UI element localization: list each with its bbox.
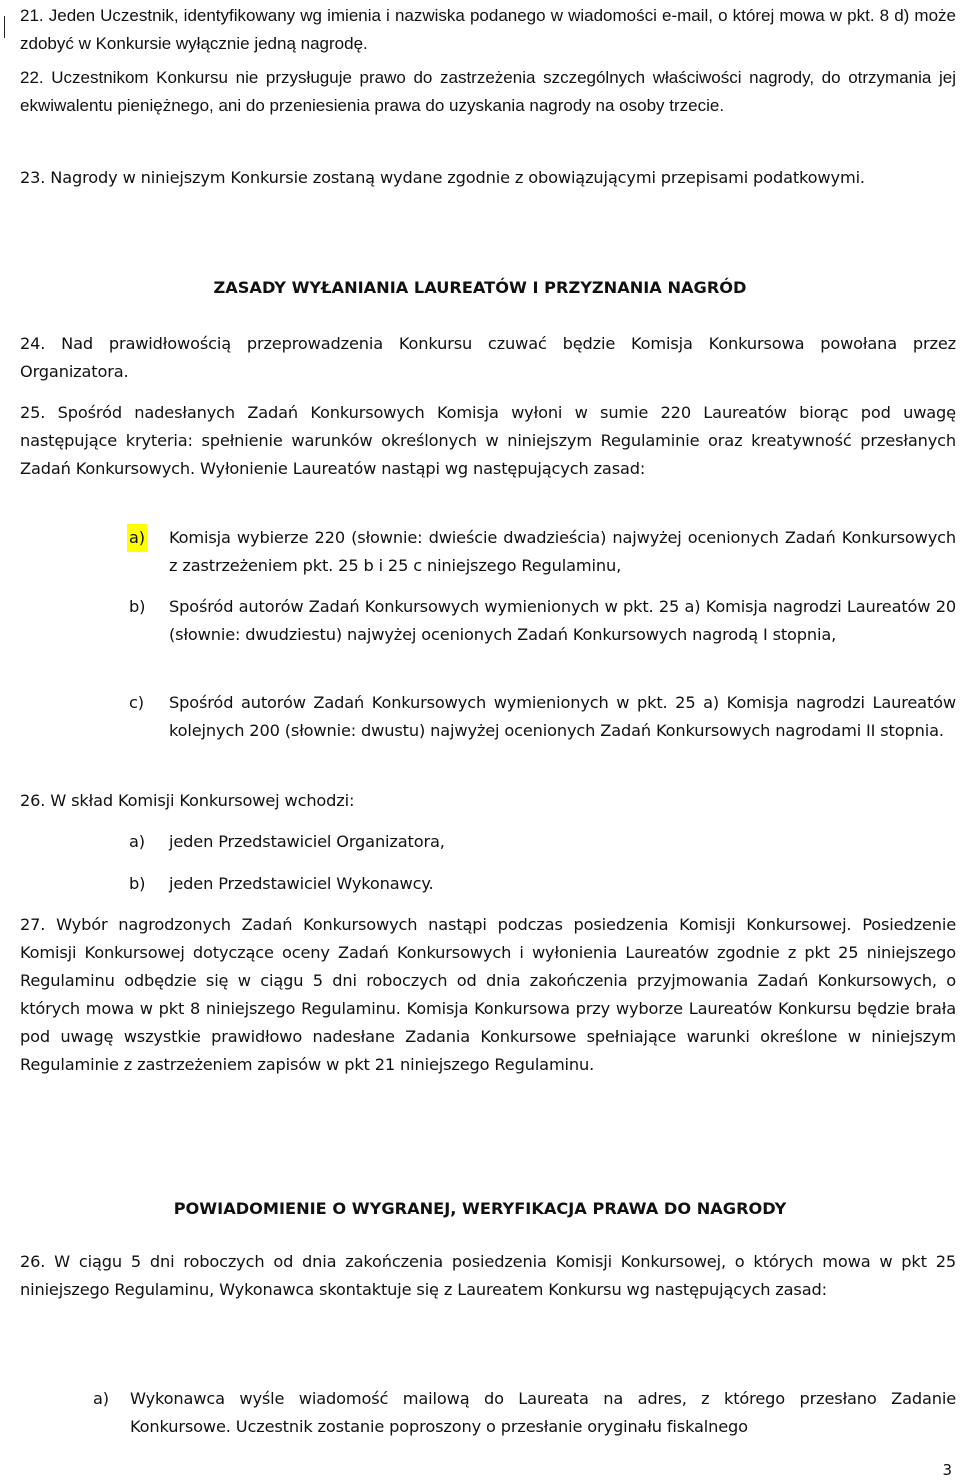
- list-item: [129, 870, 956, 898]
- list-item-text: jeden Przedstawiciel Wykonawcy.: [169, 874, 434, 893]
- paragraph-25: 25. Spośród nadesłanych Zadań Konkursowych Komisja wyłoni w sumie 220 Laureatów biorąc pod uwagę następujące kryteria: spełnienie warunków określonych w niniejszym Regulaminie oraz kreatywność przesłanych Zadań Konkursowych. Wyłonienie Laureatów nastąpi wg następujących zasad:: [20, 403, 956, 478]
- paragraph-24: 24. Nad prawidłowością przeprowadzenia Konkursu czuwać będzie Komisja Konkursowa powołana przez Organizatora.: [20, 334, 956, 381]
- section-heading-notification: POWIADOMIENIE O WYGRANEJ, WERYFIKACJA PRAWA DO NAGRODY: [173, 1199, 787, 1218]
- revision-change-bar: [4, 16, 5, 38]
- paragraph-27: 27. Wybór nagrodzonych Zadań Konkursowych nastąpi podczas posiedzenia Komisji Konkursowej. Posiedzenie Komisji Konkursowej dotyczące oceny Zadań Konkursowych i wyłonienia Laureatów zgodnie z pkt 25 niniejszego Regulaminu odbędzie się w ciągu 5 dni roboczych od dnia zakończenia przyjmowania Zadań Konkursowych, o których mowa w pkt 8 niniejszego Regulaminu. Komisja Konkursowa przy wyborze Laureatów Konkursu będzie brała pod uwagę wszystkie prawidłowo nadesłane Zadania Konkursowe spełniające warunki określone w niniejszym Regulaminie z zastrzeżeniem zapisów w pkt 21 niniejszego Regulaminu.: [20, 915, 956, 1074]
- paragraph-26-committee: 26. W skład Komisji Konkursowej wchodzi:: [20, 791, 355, 810]
- list-item-text: Spośród autorów Zadań Konkursowych wymienionych w pkt. 25 a) Komisja nagrodzi Laureatów 20 (słownie: dwudziestu) najwyżej ocenionych Zadań Konkursowych nagrodą I stopnia,: [169, 597, 956, 644]
- list-item-label: c): [129, 693, 144, 712]
- list-item-label: a): [127, 524, 147, 552]
- paragraph-22: 22. Uczestnikom Konkursu nie przysługuje prawo do zastrzeżenia szczególnych właściwości nagrody, do otrzymania jej ekwiwalentu pieniężnego, ani do przeniesienia prawa do uzyskania nagrody na osoby trzecie.: [20, 68, 956, 115]
- list-item: [129, 524, 956, 580]
- list-item-text: Komisja wybierze 220 (słownie: dwieście dwadzieścia) najwyżej ocenionych Zadań Konkursowych z zastrzeżeniem pkt. 25 b i 25 c niniejszego Regulaminu,: [169, 528, 956, 575]
- list-item-label: a): [93, 1389, 109, 1408]
- list-item: [93, 1385, 956, 1441]
- list-item-text: Wykonawca wyśle wiadomość mailową do Laureata na adres, z którego przesłano Zadanie Konkursowe. Uczestnik zostanie poproszony o przesłanie oryginału fiskalnego: [130, 1389, 956, 1436]
- section-heading-laureates: ZASADY WYŁANIANIA LAUREATÓW I PRZYZNANIA NAGRÓD: [213, 278, 747, 297]
- list-item: [129, 593, 956, 649]
- paragraph-21: 21. Jeden Uczestnik, identyfikowany wg imienia i nazwiska podanego w wiadomości e-mail, o której mowa w pkt. 8 d) może zdobyć w Konkursie wyłącznie jedną nagrodę.: [20, 6, 956, 53]
- paragraph-26-contact: 26. W ciągu 5 dni roboczych od dnia zakończenia posiedzenia Komisji Konkursowej, o których mowa w pkt 25 niniejszego Regulaminu, Wykonawca skontaktuje się z Laureatem Konkursu wg następujących zasad:: [20, 1252, 956, 1299]
- list-item-label: b): [129, 597, 146, 616]
- list-item-label: b): [129, 874, 146, 893]
- list-item-text: Spośród autorów Zadań Konkursowych wymienionych w pkt. 25 a) Komisja nagrodzi Laureatów kolejnych 200 (słownie: dwustu) najwyżej ocenionych Zadań Konkursowych nagrodami II stopnia.: [169, 693, 956, 740]
- list-item: [129, 828, 956, 856]
- list-item-label: a): [129, 832, 145, 851]
- paragraph-23: 23. Nagrody w niniejszym Konkursie zostaną wydane zgodnie z obowiązującymi przepisami podatkowymi.: [20, 168, 865, 187]
- page-number: 3: [942, 1461, 952, 1479]
- list-item: [129, 689, 956, 745]
- list-item-text: jeden Przedstawiciel Organizatora,: [169, 832, 445, 851]
